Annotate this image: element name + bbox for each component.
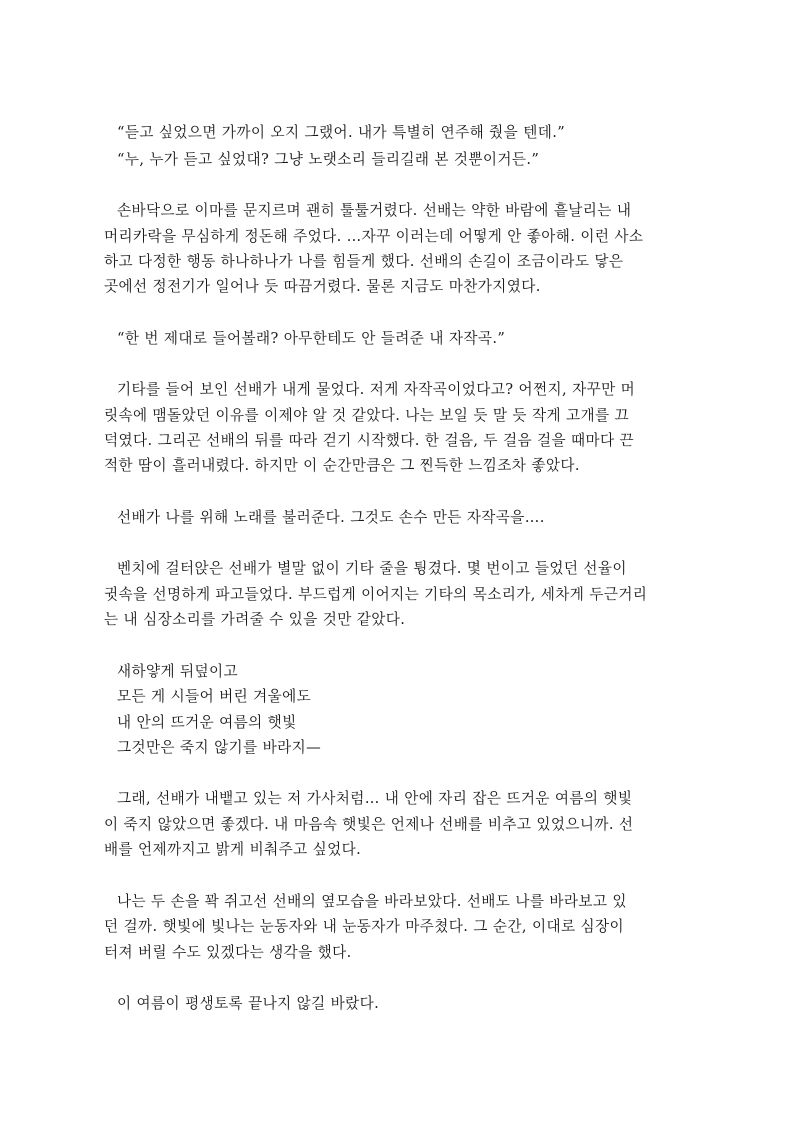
paragraph-line [0,838,800,862]
text-line: 벤치에 걸터앉은 선배가 별말 없이 기타 줄을 튕겼다. 몇 번이고 들었던 선율이 [117,560,627,577]
paragraph-line [0,225,800,249]
text-line: 머리카락을 무심하게 정돈해 주었다. …자꾸 이러는데 어떻게 안 좋아해. 이런 사소 [104,228,644,245]
lyric-line [0,711,800,735]
text-line: 선배가 나를 위해 노래를 불러준다. 그것도 손수 만든 자작곡을…. [117,509,545,526]
text-line: 던 걸까. 햇빛에 빛나는 눈동자와 내 눈동자가 마주쳤다. 그 순간, 이대로 심장이 [104,918,624,935]
text-line: 덕였다. 그리곤 선배의 뒤를 따라 걷기 시작했다. 한 걸음, 두 걸음 걸을 때마다 끈 [104,432,635,449]
text-line: 이 죽지 않았으면 좋겠다. 내 마음속 햇빛은 언제나 선배를 비추고 있었으니까. 선 [104,816,634,833]
text-line: 새하얗게 뒤덮이고 [117,663,239,680]
paragraph-line [0,454,800,478]
paragraph-line [0,557,800,581]
paragraph-line [0,890,800,914]
lyric-line [0,736,800,760]
paragraph-line [0,378,800,402]
text-line: 기타를 들어 보인 선배가 내게 물었다. 저게 자작곡이었다고? 어쩐지, 자꾸만 머 [117,381,636,398]
text-line: 릿속에 맴돌았던 이유를 이제야 알 것 같았다. 나는 보일 듯 말 듯 작게 고개를 끄 [104,407,630,424]
paragraph-line [0,250,800,274]
text-line: 배를 언제까지고 밝게 비춰주고 싶었다. [104,841,362,858]
text-line: 그래, 선배가 내뱉고 있는 저 가사처럼… 내 안에 자리 잡은 뜨거운 여름의 햇빛 [117,790,633,807]
text-line: “듣고 싶었으면 가까이 오지 그랬어. 내가 특별히 연주해 줬을 텐데.” [117,124,566,141]
text-line: 적한 땀이 흘러내렸다. 하지만 이 순간만큼은 그 찐득한 느낌조차 좋았다. [104,457,580,474]
text-line: 나는 두 손을 꽉 쥐고선 선배의 옆모습을 바라보았다. 선배도 나를 바라보고 있 [117,893,627,910]
text-line: 내 안의 뜨거운 여름의 햇빛 [117,714,297,731]
text-line: 모든 게 시들어 버린 겨울에도 [117,688,312,705]
text-line: 이 여름이 평생토록 끝나지 않길 바랐다. [117,995,380,1012]
text-line: 손바닥으로 이마를 문지르며 괜히 툴툴거렸다. 선배는 약한 바람에 흩날리는 내 [117,202,632,219]
dialogue-line [0,148,800,172]
paragraph-line [0,275,800,299]
paragraph-line [0,992,800,1016]
paragraph-line [0,813,800,837]
dialogue-line [0,327,800,351]
text-line: 는 내 심장소리를 가려줄 수 있을 것만 같았다. [104,611,406,628]
paragraph-line [0,199,800,223]
text-line: “누, 누가 듣고 싶었대? 그냥 노랫소리 들리길래 본 것뿐이거든.” [117,151,540,168]
text-line: 곳에선 정전기가 일어나 듯 따끔거렸다. 물론 지금도 마찬가지였다. [104,278,541,295]
lyric-line [0,660,800,684]
text-line: 귓속을 선명하게 파고들었다. 부드럽게 이어지는 기타의 목소리가, 세차게 두근거리 [104,586,648,603]
dialogue-line [0,121,800,145]
text-line: 하고 다정한 행동 하나하나가 나를 힘들게 했다. 선배의 손길이 조금이라도 닿은 [104,253,624,270]
text-line: 그것만은 죽지 않기를 바라지— [117,739,322,756]
paragraph-line [0,429,800,453]
paragraph-line [0,506,800,530]
paragraph-line [0,941,800,965]
paragraph-line [0,787,800,811]
paragraph-line [0,583,800,607]
text-line: “한 번 제대로 들어볼래? 아무한테도 안 들려준 내 자작곡.” [117,330,506,347]
lyric-line [0,685,800,709]
paragraph-line [0,404,800,428]
text-line: 터져 버릴 수도 있겠다는 생각을 했다. [104,944,352,961]
paragraph-line [0,915,800,939]
paragraph-line [0,608,800,632]
